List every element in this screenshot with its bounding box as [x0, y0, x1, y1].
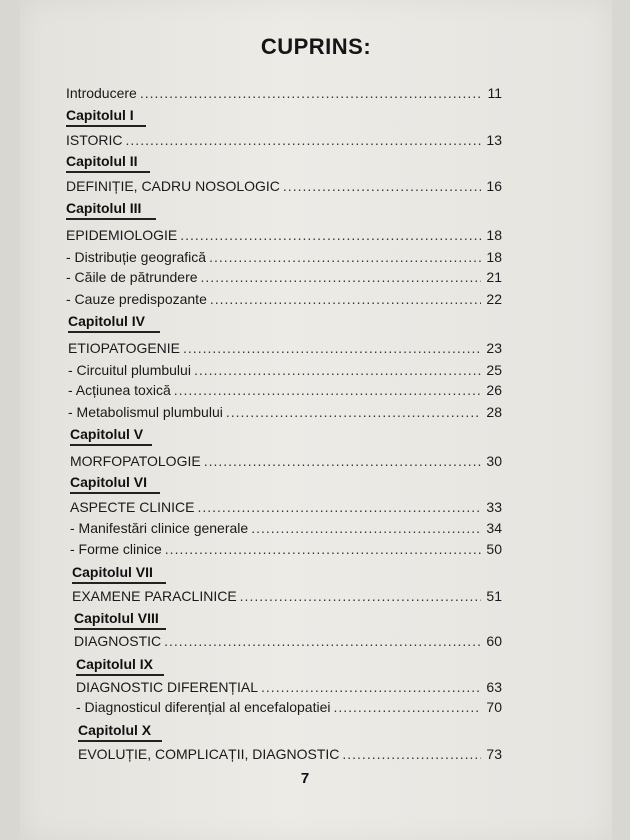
- toc-entry-page: 22: [486, 291, 502, 307]
- toc-entry-page: 60: [486, 633, 502, 649]
- chapter-heading-7: Capitolul VII: [72, 564, 153, 580]
- leader-dots: [204, 452, 481, 470]
- chapter-heading-10: Capitolul X: [78, 722, 152, 738]
- toc-entry-page: 11: [487, 85, 502, 101]
- toc-entry-caile: [66, 268, 502, 286]
- toc-entry-page: 21: [486, 269, 502, 285]
- toc-entry-page: 30: [486, 453, 502, 469]
- toc-entry-label: DIAGNOSTIC: [74, 633, 162, 649]
- toc-entry-label: - Metabolismul plumbului: [68, 404, 223, 420]
- leader-dots: [197, 498, 481, 516]
- toc-entry-diagnostic: [74, 632, 502, 650]
- chapter-heading-3: Capitolul III: [66, 200, 142, 216]
- chapter-heading-1: Capitolul I: [66, 107, 134, 123]
- toc-entry-label: ISTORIC: [66, 132, 123, 148]
- leader-dots: [251, 519, 481, 537]
- toc-entry-label: - Acțiunea toxică: [68, 382, 171, 398]
- leader-dots: [180, 226, 481, 244]
- toc-entry-aspecte-clinice: [70, 498, 502, 516]
- toc-entry-label: EXAMENE PARACLINICE: [72, 588, 237, 604]
- toc-entry-page: 26: [486, 382, 502, 398]
- toc-entry-examene: [72, 587, 502, 605]
- chapter-heading-2: Capitolul II: [66, 153, 138, 169]
- chapter-underline-5: [70, 444, 152, 446]
- toc-entry-diagnostic-diferential: [76, 678, 502, 696]
- leader-dots: [126, 131, 481, 149]
- toc-entry-cauze: [66, 290, 502, 308]
- toc-entry-page: 16: [486, 178, 502, 194]
- toc-entry-label: ETIOPATOGENIE: [68, 340, 181, 356]
- toc-entry-label: - Distribuție geografică: [66, 249, 207, 265]
- toc-entry-label: - Forme clinice: [70, 541, 162, 557]
- leader-dots: [261, 678, 481, 696]
- leader-dots: [333, 698, 481, 716]
- leader-dots: [174, 381, 481, 399]
- toc-entry-definitie: [66, 177, 502, 195]
- toc-entry-page: 33: [486, 499, 502, 515]
- leader-dots: [283, 177, 481, 195]
- chapter-heading-8: Capitolul VIII: [74, 610, 159, 626]
- toc-entry-epidemiologie: [66, 226, 502, 244]
- toc-entry-label: DEFINIȚIE, CADRU NOSOLOGIC: [66, 178, 280, 194]
- toc-entry-metabolismul: [68, 403, 502, 421]
- toc-entry-page: 28: [486, 404, 502, 420]
- toc-entry-evolutie: [78, 745, 502, 763]
- toc-entry-page: 70: [486, 699, 502, 715]
- toc-entry-manifestari: [70, 519, 502, 537]
- leader-dots: [194, 361, 481, 379]
- leader-dots: [240, 587, 481, 605]
- toc-entry-page: 18: [486, 249, 502, 265]
- leader-dots: [210, 290, 481, 308]
- toc-entry-page: 50: [486, 541, 502, 557]
- table-of-contents: [20, 0, 612, 840]
- toc-entry-page: 73: [486, 746, 502, 762]
- chapter-heading-9: Capitolul IX: [76, 656, 153, 672]
- toc-entry-page: 34: [486, 520, 502, 536]
- chapter-heading-6: Capitolul VI: [70, 474, 147, 490]
- leader-dots: [209, 248, 481, 266]
- leader-dots: [342, 745, 481, 763]
- leader-dots: [140, 84, 481, 102]
- toc-entry-page: 63: [486, 679, 502, 695]
- toc-entry-label: MORFOPATOLOGIE: [70, 453, 201, 469]
- chapter-underline-2: [66, 171, 150, 173]
- toc-entry-istoric: [66, 131, 502, 149]
- chapter-underline-1: [66, 125, 146, 127]
- toc-entry-introducere: [66, 84, 502, 102]
- leader-dots: [183, 339, 481, 357]
- toc-entry-actiunea: [68, 381, 502, 399]
- toc-entry-label: - Căile de pătrundere: [66, 269, 198, 285]
- page-title: CUPRINS:: [260, 34, 372, 59]
- toc-entry-label: EVOLUȚIE, COMPLICAȚII, DIAGNOSTIC: [78, 746, 340, 762]
- toc-entry-label: - Diagnosticul diferențial al encefalopatiei: [76, 699, 331, 715]
- toc-entry-diagnosticul-encefalopatiei: [76, 698, 502, 716]
- toc-entry-label: - Manifestări clinice generale: [70, 520, 249, 536]
- chapter-heading-4: Capitolul IV: [68, 313, 145, 329]
- toc-entry-label: - Cauze predispozante: [66, 291, 207, 307]
- chapter-underline-6: [70, 492, 160, 494]
- chapter-underline-4: [68, 331, 160, 333]
- chapter-heading-5: Capitolul V: [70, 426, 144, 442]
- toc-entry-label: EPIDEMIOLOGIE: [66, 227, 178, 243]
- toc-entry-page: 13: [486, 132, 502, 148]
- toc-entry-forme-clinice: [70, 540, 502, 558]
- toc-entry-page: 18: [486, 227, 502, 243]
- chapter-underline-9: [76, 674, 164, 676]
- leader-dots: [226, 403, 481, 421]
- leader-dots: [201, 268, 481, 286]
- chapter-underline-8: [74, 628, 166, 630]
- leader-dots: [165, 540, 481, 558]
- chapter-underline-3: [66, 218, 156, 220]
- leader-dots: [164, 632, 481, 650]
- toc-entry-page: 51: [486, 588, 502, 604]
- toc-entry-distributie: [66, 248, 502, 266]
- toc-entry-morfopatologie: [70, 452, 502, 470]
- toc-entry-label: ASPECTE CLINICE: [70, 499, 195, 515]
- toc-entry-page: 23: [486, 340, 502, 356]
- book-page: [20, 0, 612, 840]
- toc-entry-etiopatogenie: [68, 339, 502, 357]
- chapter-underline-7: [72, 582, 166, 584]
- toc-entry-label: DIAGNOSTIC DIFERENȚIAL: [76, 679, 259, 695]
- chapter-underline-10: [78, 740, 162, 742]
- page-number: 7: [300, 770, 310, 787]
- toc-entry-label: Introducere: [66, 85, 137, 101]
- toc-entry-circuitul: [68, 361, 502, 379]
- toc-entry-label: - Circuitul plumbului: [68, 362, 191, 378]
- toc-entry-page: 25: [486, 362, 502, 378]
